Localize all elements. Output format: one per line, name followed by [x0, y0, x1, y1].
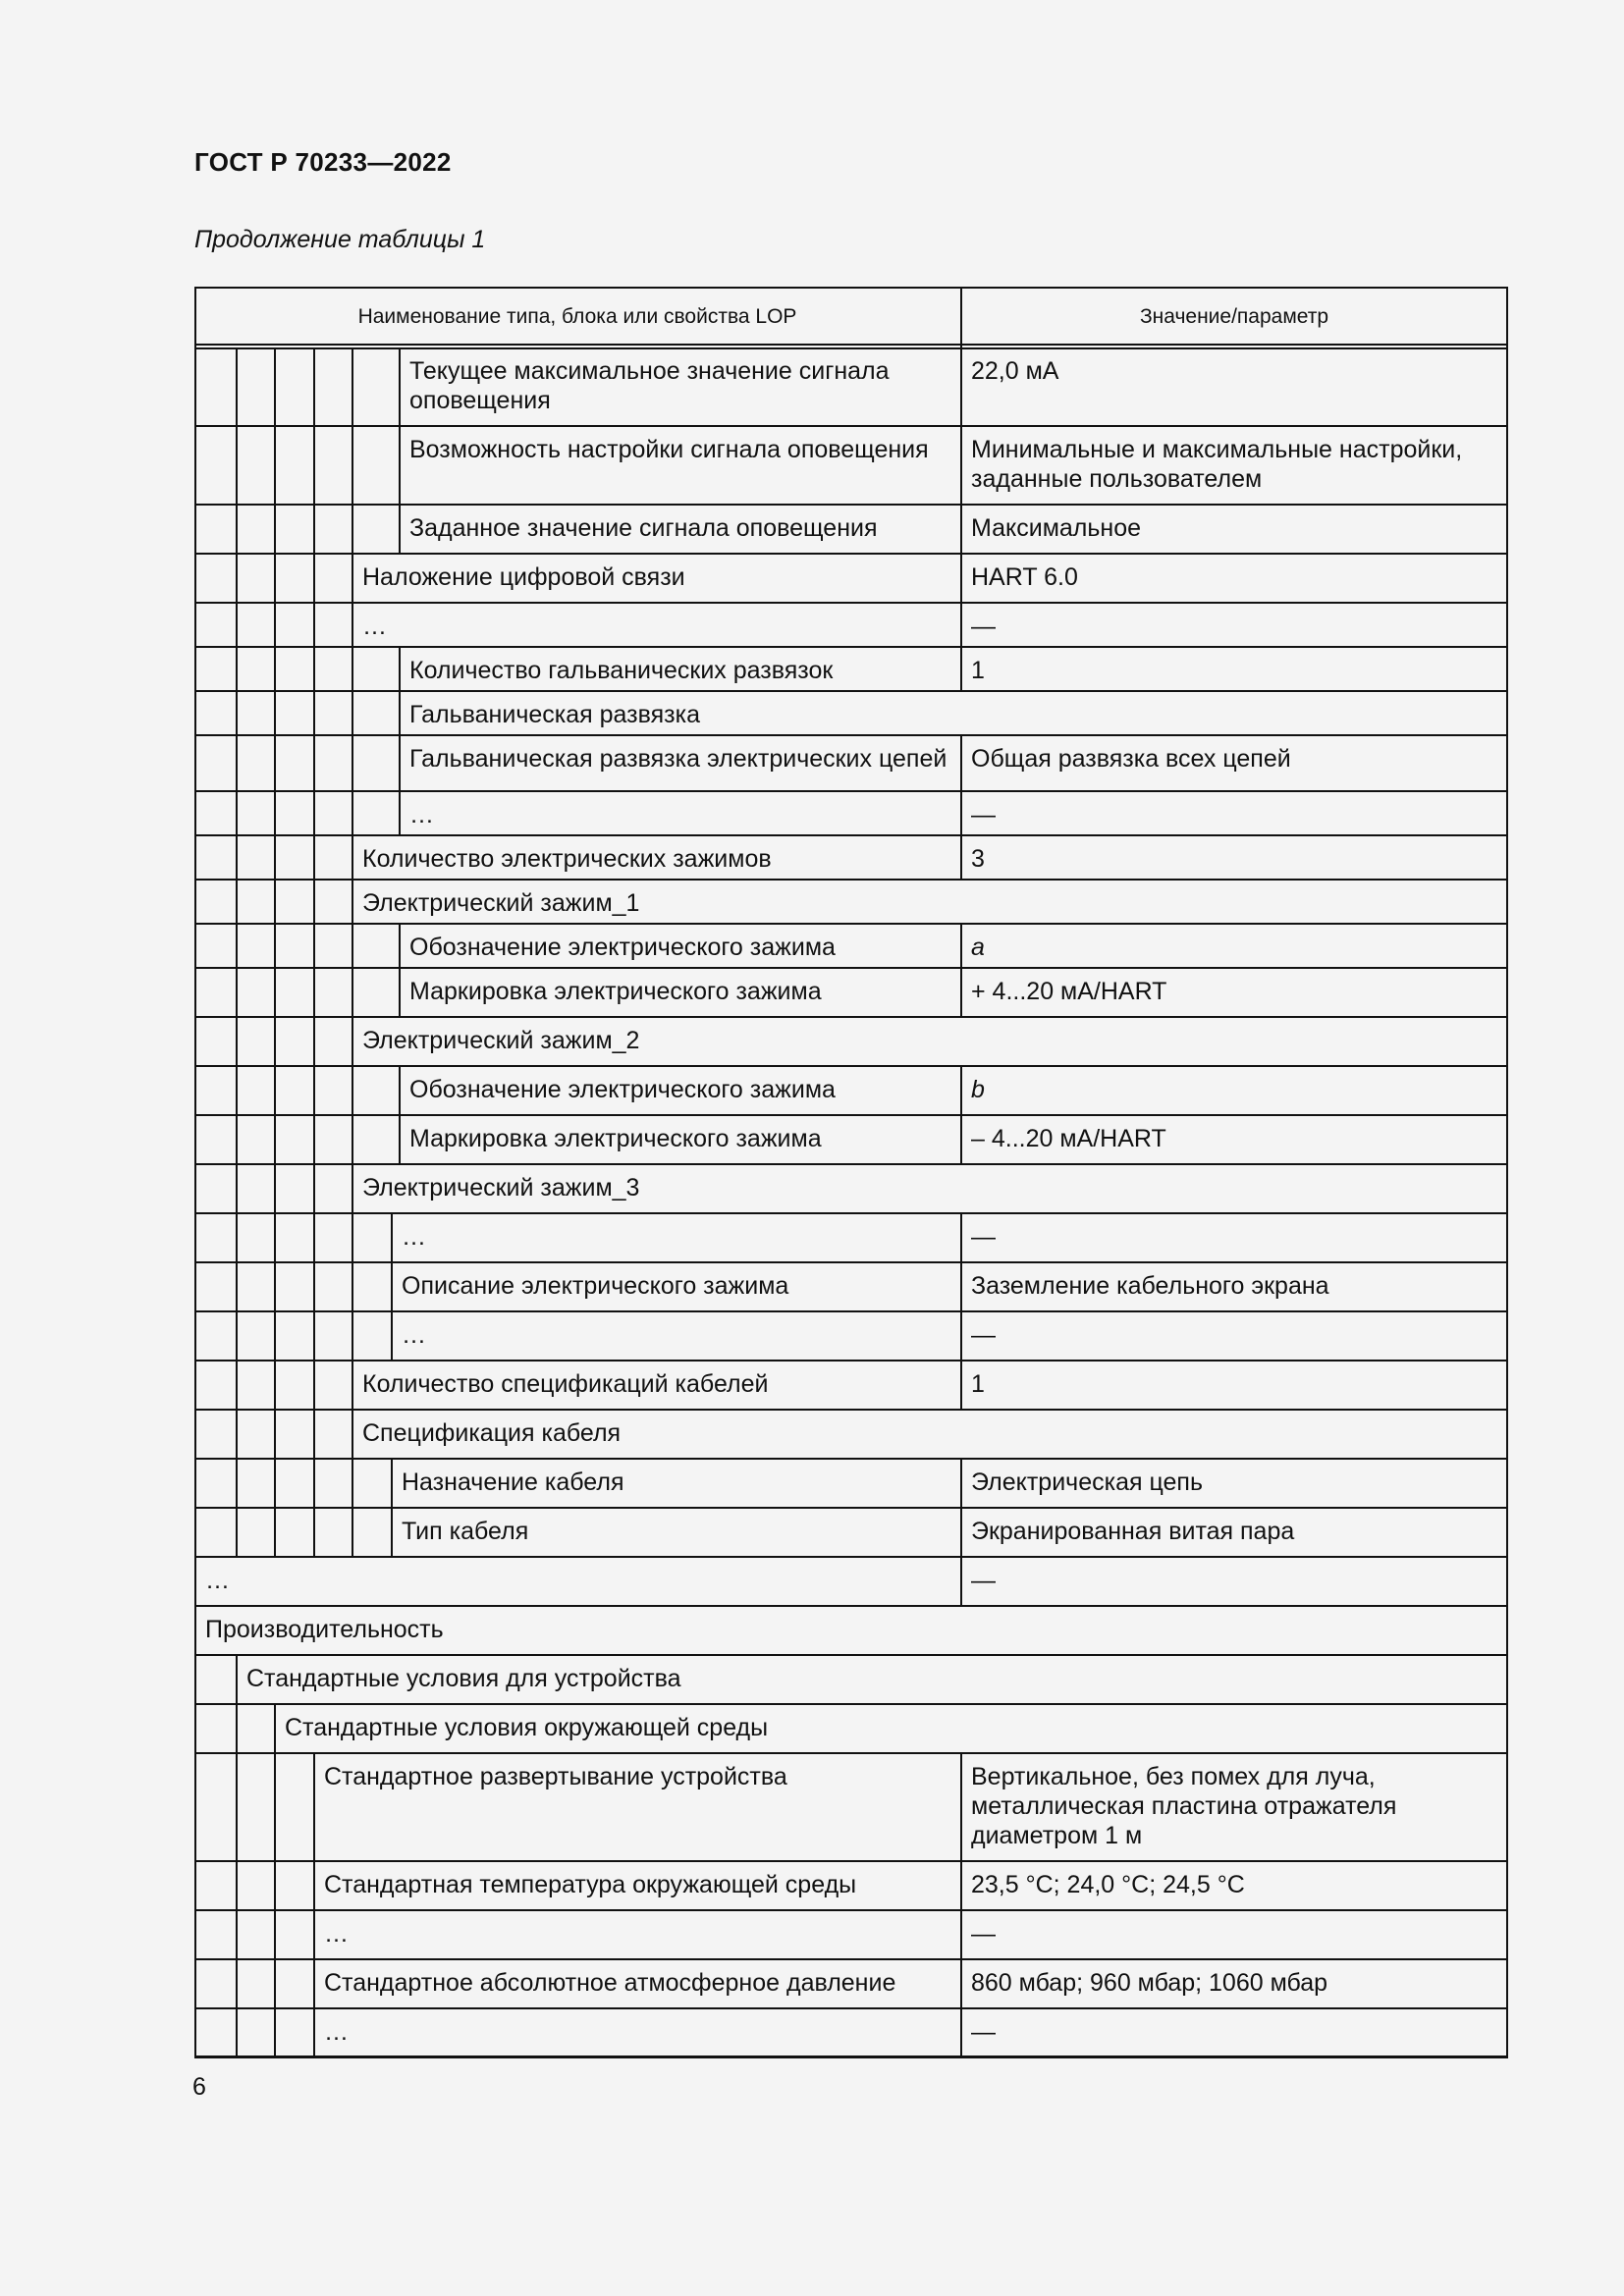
nesting-rule — [236, 647, 238, 691]
nesting-rule — [313, 880, 315, 924]
table-top-border — [194, 287, 1508, 289]
nesting-rule — [313, 1311, 315, 1361]
nesting-rule — [236, 1704, 238, 1753]
nesting-rule — [236, 924, 238, 968]
row-value: — — [971, 2018, 996, 2046]
row-value: + 4...20 мА/HART — [971, 978, 1167, 1005]
row-name: Спецификация кабеля — [362, 1419, 622, 1447]
nesting-rule — [274, 1753, 276, 1861]
row-name: Маркировка электрического зажима — [409, 978, 822, 1005]
row-border — [194, 1703, 236, 1705]
nesting-rule — [274, 1361, 276, 1410]
nesting-rule — [313, 924, 315, 968]
table-bottom-border — [194, 2056, 1508, 2058]
nesting-rule — [313, 1361, 315, 1410]
row-value: 3 — [971, 845, 985, 873]
row-name: Гальваническая развязка электрических цепей — [409, 745, 947, 773]
nesting-rule — [236, 1410, 238, 1459]
nesting-rule — [313, 647, 315, 691]
row-border — [194, 1261, 391, 1263]
nesting-rule — [313, 1017, 315, 1066]
row-name: Количество гальванических развязок — [409, 657, 834, 684]
row-name: Количество электрических зажимов — [362, 845, 772, 873]
row-value: – 4...20 мА/HART — [971, 1125, 1166, 1152]
nesting-rule — [313, 554, 315, 603]
row-border — [194, 2007, 313, 2009]
nesting-rule — [274, 880, 276, 924]
nesting-rule — [352, 1508, 353, 1557]
nesting-rule — [236, 505, 238, 554]
nesting-rule — [313, 968, 315, 1017]
nesting-rule — [313, 1213, 315, 1262]
data-table — [194, 287, 1508, 2054]
nesting-rule — [352, 1115, 353, 1164]
row-border — [194, 923, 352, 925]
row-name: Стандартные условия для устройства — [246, 1665, 681, 1692]
page-number: 6 — [192, 2073, 206, 2101]
nesting-rule — [313, 505, 315, 554]
nesting-rule — [236, 1910, 238, 1959]
row-value: 1 — [971, 1370, 985, 1398]
row-value: Вертикальное, без помех для луча, металлическая пластина отражателя диаметром 1 м — [971, 1763, 1397, 1849]
row-value: — — [971, 613, 996, 640]
nesting-rule — [352, 1311, 353, 1361]
row-value: — — [971, 1567, 996, 1594]
row-name: … — [324, 2018, 349, 2046]
row-name: Электрический зажим_3 — [362, 1174, 640, 1201]
row-value: 860 мбар; 960 мбар; 1060 мбар — [971, 1969, 1328, 1997]
nesting-rule — [274, 1115, 276, 1164]
nesting-rule — [274, 1311, 276, 1361]
nesting-rule — [274, 1459, 276, 1508]
nesting-rule — [274, 347, 276, 426]
column-header-name: Наименование типа, блока или свойства LOP — [357, 305, 797, 328]
row-name: Текущее максимальное значение сигнала оповещения — [409, 357, 890, 414]
nesting-rule — [236, 426, 238, 505]
nesting-rule — [352, 1066, 353, 1115]
table-left-border — [194, 287, 196, 2057]
nesting-rule — [274, 1066, 276, 1115]
nesting-rule — [313, 1508, 315, 1557]
nesting-rule — [274, 924, 276, 968]
nesting-rule — [313, 835, 315, 880]
row-border — [194, 1909, 313, 1911]
nesting-rule — [236, 2008, 238, 2057]
nesting-rule — [236, 968, 238, 1017]
nesting-rule — [236, 735, 238, 791]
row-name: Обозначение электрического зажима — [409, 1076, 836, 1103]
row-border — [194, 646, 352, 648]
row-border — [194, 1752, 274, 1754]
row-name: … — [402, 1321, 426, 1349]
row-value: Максимальное — [971, 514, 1142, 542]
nesting-rule — [236, 1115, 238, 1164]
nesting-rule — [236, 554, 238, 603]
nesting-rule — [313, 735, 315, 791]
row-value: 22,0 мА — [971, 357, 1059, 385]
nesting-rule — [236, 1861, 238, 1910]
row-border — [194, 1310, 391, 1312]
nesting-rule — [274, 1262, 276, 1311]
row-border — [194, 967, 399, 969]
row-border — [194, 1507, 391, 1509]
nesting-rule — [352, 691, 353, 735]
row-value: a — [971, 934, 985, 961]
nesting-rule — [236, 1459, 238, 1508]
row-name: Электрический зажим_1 — [362, 889, 640, 917]
row-border — [194, 690, 399, 692]
column-header-value: Значение/параметр — [1139, 305, 1329, 328]
nesting-rule — [236, 1508, 238, 1557]
nesting-rule — [274, 968, 276, 1017]
row-name: Производительность — [205, 1616, 444, 1643]
row-name: … — [324, 1920, 349, 1948]
nesting-rule — [274, 691, 276, 735]
nesting-rule — [352, 1262, 353, 1311]
row-border — [194, 1860, 313, 1862]
nesting-rule — [236, 1959, 238, 2008]
nesting-rule — [236, 603, 238, 647]
nesting-rule — [352, 791, 353, 835]
nesting-rule — [274, 647, 276, 691]
row-border — [194, 1409, 352, 1411]
nesting-rule — [236, 1262, 238, 1311]
row-border — [194, 879, 352, 881]
table-right-border — [1506, 287, 1508, 2057]
row-name: Маркировка электрического зажима — [409, 1125, 822, 1152]
nesting-rule — [352, 1213, 353, 1262]
row-value: Экранированная витая пара — [971, 1518, 1295, 1545]
row-name: Описание электрического зажима — [402, 1272, 789, 1300]
row-name: Назначение кабеля — [402, 1468, 624, 1496]
row-border — [194, 1958, 313, 1960]
row-value: 1 — [971, 657, 985, 684]
nesting-rule — [313, 603, 315, 647]
table-caption: Продолжение таблицы 1 — [194, 226, 486, 253]
nesting-rule — [274, 1164, 276, 1213]
nesting-rule — [274, 505, 276, 554]
row-border — [194, 504, 399, 506]
nesting-rule — [313, 1115, 315, 1164]
row-border — [194, 425, 399, 427]
row-value: Заземление кабельного экрана — [971, 1272, 1329, 1300]
nesting-rule — [313, 1410, 315, 1459]
nesting-rule — [274, 1213, 276, 1262]
row-name: Стандартное развертывание устройства — [324, 1763, 787, 1790]
row-value: Общая развязка всех цепей — [971, 745, 1291, 773]
row-value: Электрическая цепь — [971, 1468, 1203, 1496]
nesting-rule — [274, 1959, 276, 2008]
row-name: Количество спецификаций кабелей — [362, 1370, 769, 1398]
row-name: Заданное значение сигнала оповещения — [409, 514, 878, 542]
nesting-rule — [313, 691, 315, 735]
row-value: 23,5 °C; 24,0 °C; 24,5 °C — [971, 1871, 1245, 1898]
nesting-rule — [274, 835, 276, 880]
nesting-rule — [236, 1066, 238, 1115]
row-border — [194, 734, 399, 736]
nesting-rule — [236, 1361, 238, 1410]
row-value: Минимальные и максимальные настройки, заданные пользователем — [971, 436, 1463, 493]
nesting-rule — [274, 603, 276, 647]
nesting-rule — [274, 1910, 276, 1959]
nesting-rule — [274, 1410, 276, 1459]
row-value: — — [971, 1321, 996, 1349]
nesting-rule — [352, 1459, 353, 1508]
nesting-rule — [274, 2008, 276, 2057]
nesting-rule — [274, 791, 276, 835]
nesting-rule — [313, 1164, 315, 1213]
nesting-rule — [236, 791, 238, 835]
row-border — [194, 1114, 399, 1116]
row-name: Стандартные условия окружающей среды — [285, 1714, 769, 1741]
row-name: … — [409, 801, 434, 828]
row-name: Обозначение электрического зажима — [409, 934, 836, 961]
row-value: b — [971, 1076, 985, 1103]
row-name: Стандартное абсолютное атмосферное давление — [324, 1969, 896, 1997]
row-border — [194, 790, 399, 792]
nesting-rule — [236, 1311, 238, 1361]
row-name: … — [205, 1567, 230, 1594]
nesting-rule — [313, 347, 315, 426]
nesting-rule — [313, 1262, 315, 1311]
row-name: Возможность настройки сигнала оповещения — [409, 436, 929, 463]
header-rule — [194, 344, 1508, 346]
nesting-rule — [236, 691, 238, 735]
row-name: Наложение цифровой связи — [362, 563, 685, 591]
row-name: … — [402, 1223, 426, 1251]
nesting-rule — [352, 968, 353, 1017]
nesting-rule — [313, 791, 315, 835]
nesting-rule — [313, 1066, 315, 1115]
nesting-rule — [274, 1508, 276, 1557]
nesting-rule — [352, 735, 353, 791]
row-value: HART 6.0 — [971, 563, 1078, 591]
nesting-rule — [352, 505, 353, 554]
nesting-rule — [352, 347, 353, 426]
row-name: … — [362, 613, 387, 640]
nesting-rule — [236, 347, 238, 426]
nesting-rule — [236, 1164, 238, 1213]
header-divider — [960, 287, 962, 347]
row-name: Гальваническая развязка — [409, 701, 701, 728]
row-name: Стандартная температура окружающей среды — [324, 1871, 857, 1898]
row-name: Тип кабеля — [402, 1518, 529, 1545]
row-border — [194, 1065, 352, 1067]
document-header: ГОСТ Р 70233—2022 — [194, 147, 452, 177]
nesting-rule — [352, 924, 353, 968]
nesting-rule — [236, 835, 238, 880]
nesting-rule — [236, 1213, 238, 1262]
row-border — [194, 1212, 352, 1214]
nesting-rule — [274, 554, 276, 603]
nesting-rule — [274, 1861, 276, 1910]
row-value: — — [971, 801, 996, 828]
nesting-rule — [236, 1753, 238, 1861]
nesting-rule — [352, 426, 353, 505]
nesting-rule — [352, 647, 353, 691]
row-name: Электрический зажим_2 — [362, 1027, 640, 1054]
row-value: — — [971, 1920, 996, 1948]
nesting-rule — [236, 1017, 238, 1066]
nesting-rule — [313, 426, 315, 505]
nesting-rule — [274, 1017, 276, 1066]
nesting-rule — [274, 426, 276, 505]
nesting-rule — [274, 735, 276, 791]
nesting-rule — [313, 1459, 315, 1508]
row-border — [194, 1458, 352, 1460]
row-border — [194, 602, 352, 604]
row-value: — — [971, 1223, 996, 1251]
nesting-rule — [236, 880, 238, 924]
